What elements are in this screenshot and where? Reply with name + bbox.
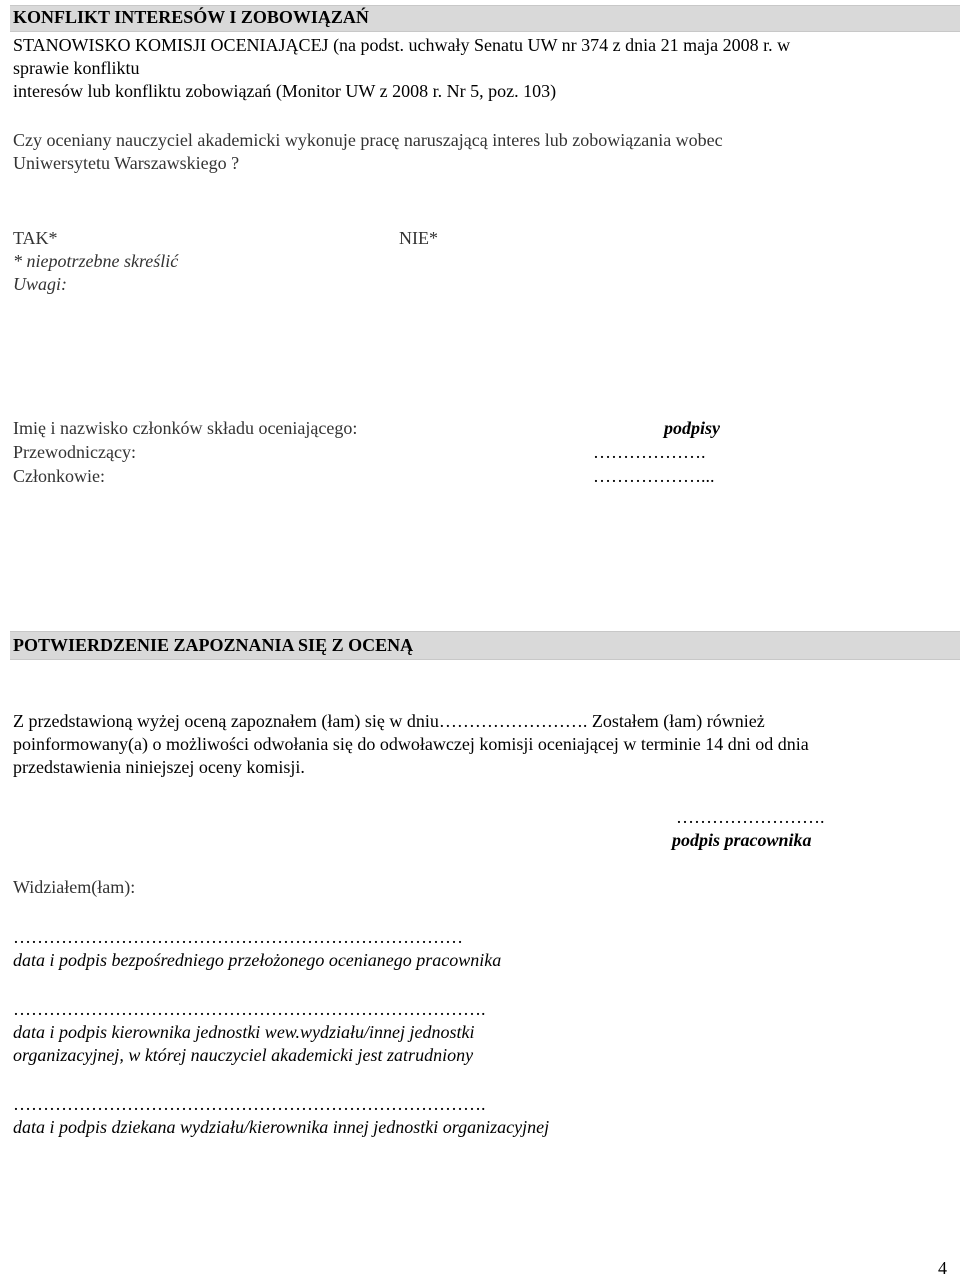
option-yes: TAK*	[13, 228, 58, 248]
strike-note: * niepotrzebne skreślić	[13, 251, 179, 271]
position-line-3: interesów lub konfliktu zobowiązań (Monitor UW z 2008 r. Nr 5, poz. 103)	[13, 81, 557, 101]
employee-signature-label: podpis pracownika	[672, 830, 812, 850]
position-line-2: sprawie konfliktu	[13, 58, 140, 78]
supervisor-signature-dots: …………………………………………………………………	[13, 927, 463, 947]
supervisor-signature-label: data i podpis bezpośredniego przełożonego ocenianego pracownika	[13, 950, 502, 970]
members-label: Członkowie:	[13, 466, 105, 486]
members-signature-dots: ………………...	[593, 466, 715, 486]
seen-label: Widziałem(łam):	[13, 877, 136, 897]
position-line-1: STANOWISKO KOMISJI OCENIAJĄCEJ (na podst. uchwały Senatu UW nr 374 z dnia 21 maja 2008 r. w	[13, 35, 791, 55]
acknowledgement-line-3: przedstawienia niniejszej oceny komisji.	[13, 757, 305, 777]
option-no: NIE*	[399, 228, 438, 248]
remarks-label: Uwagi:	[13, 274, 67, 294]
committee-names-label: Imię i nazwisko członków składu oceniającego:	[13, 418, 358, 438]
acknowledgement-line-1: Z przedstawioną wyżej oceną zapoznałem (łam) się w dniu……………………. Zostałem (łam) również	[13, 711, 765, 731]
question-line-2: Uniwersytetu Warszawskiego ?	[13, 153, 240, 173]
chair-signature-dots: ……………….	[593, 442, 706, 462]
signatures-label: podpisy	[664, 418, 720, 438]
chair-label: Przewodniczący:	[13, 442, 136, 462]
unit-head-label-line-1: data i podpis kierownika jednostki wew.wydziału/innej jednostki	[13, 1022, 475, 1042]
dean-signature-dots: …………………………………………………………………….	[13, 1094, 486, 1114]
acknowledgement-line-2: poinformowany(a) o możliwości odwołania się do odwoławczej komisji oceniającej w terminie 14 dni od dnia	[13, 734, 809, 754]
unit-head-label-line-2: organizacyjnej, w której nauczyciel akademicki jest zatrudniony	[13, 1045, 474, 1065]
conflict-heading: KONFLIKT INTERESÓW I ZOBOWIĄZAŃ	[13, 7, 369, 27]
page-number: 4	[938, 1258, 947, 1278]
employee-signature-dots: …………………….	[676, 807, 825, 827]
unit-head-signature-dots: …………………………………………………………………….	[13, 999, 486, 1019]
acknowledgement-heading: POTWIERDZENIE ZAPOZNANIA SIĘ Z OCENĄ	[13, 635, 414, 655]
dean-signature-label: data i podpis dziekana wydziału/kierownika innej jednostki organizacyjnej	[13, 1117, 550, 1137]
question-line-1: Czy oceniany nauczyciel akademicki wykonuje pracę naruszającą interes lub zobowiązania wobec	[13, 130, 723, 150]
